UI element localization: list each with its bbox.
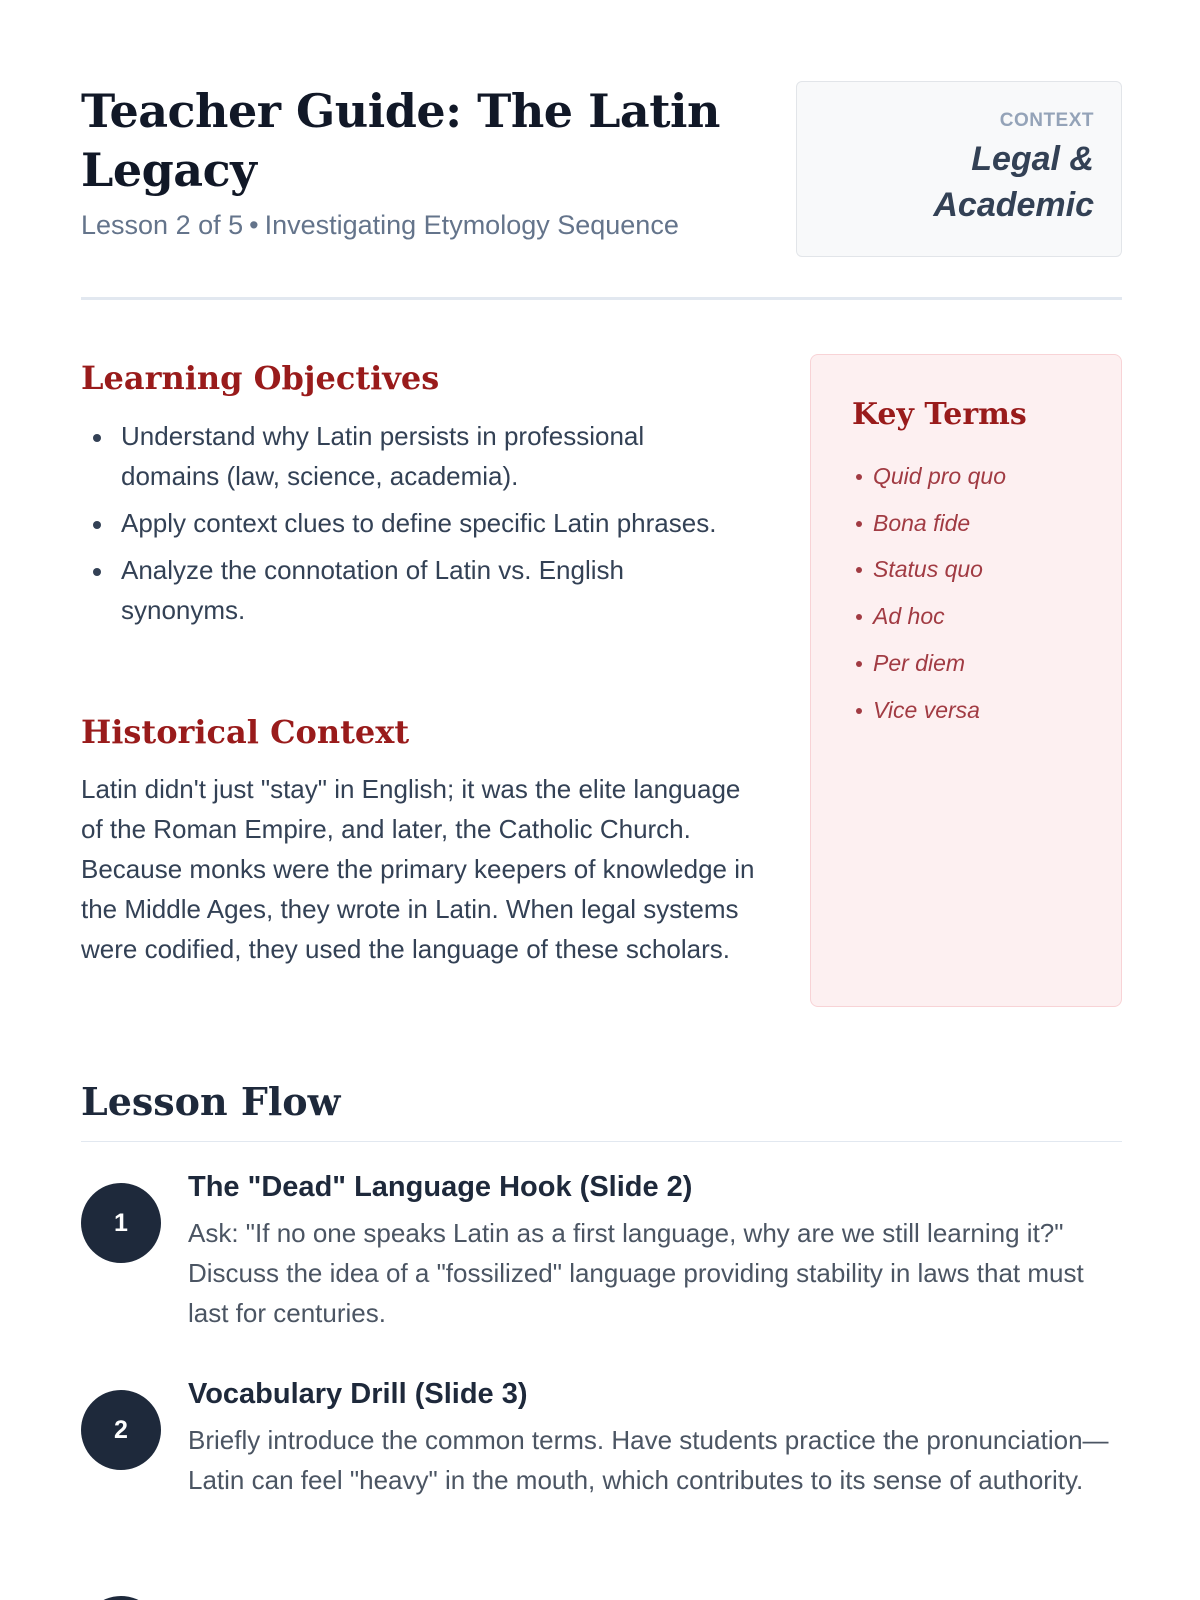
key-terms-list bbox=[852, 453, 1121, 733]
objectives-heading: Learning Objectives bbox=[81, 359, 440, 397]
key-term-item: Vice versa bbox=[852, 687, 1121, 734]
step-number-badge bbox=[81, 1596, 161, 1600]
step-description: Ask: "If no one speaks Latin as a first language, why are we still learning it?" Discuss the idea of a "fossilized" language providing stability in laws that must last for centuries. bbox=[188, 1218, 1084, 1328]
key-term-item: Status quo bbox=[852, 546, 1121, 593]
step-title: The "Dead" Language Hook (Slide 2) bbox=[188, 1171, 693, 1203]
key-terms-heading: Key Terms bbox=[852, 397, 1027, 432]
historical-context-heading: Historical Context bbox=[81, 713, 410, 751]
key-term-item: Quid pro quo bbox=[852, 453, 1121, 500]
step-number-badge: 2 bbox=[81, 1390, 161, 1470]
key-term-item: Ad hoc bbox=[852, 593, 1121, 640]
step-description: Briefly introduce the common terms. Have students practice the pronunciation—Latin can feel "heavy" in the mouth, which contributes to its sense of authority. bbox=[188, 1425, 1109, 1495]
page-title: Teacher Guide: The Latin Legacy bbox=[81, 84, 720, 197]
key-term-item: Per diem bbox=[852, 640, 1121, 687]
objective-item: Apply context clues to define specific Latin phrases. bbox=[81, 503, 721, 543]
header-divider bbox=[81, 297, 1122, 300]
objective-item: Understand why Latin persists in professional domains (law, science, academia). bbox=[81, 416, 721, 496]
key-terms-card bbox=[810, 354, 1122, 1007]
page-header bbox=[81, 0, 1122, 300]
sequence-name: Investigating Etymology Sequence bbox=[264, 210, 679, 240]
lesson-number: Lesson 2 of 5 bbox=[81, 210, 244, 240]
lesson-flow-heading: Lesson Flow bbox=[81, 1079, 341, 1124]
step-title: Vocabulary Drill (Slide 3) bbox=[188, 1378, 528, 1410]
context-value: Legal & Academic bbox=[933, 140, 1094, 224]
objective-item: Analyze the connotation of Latin vs. English synonyms. bbox=[81, 550, 721, 630]
context-label: CONTEXT bbox=[999, 110, 1094, 131]
page-subtitle bbox=[81, 210, 679, 241]
subtitle-separator: • bbox=[249, 210, 259, 240]
lesson-flow-divider bbox=[81, 1141, 1122, 1142]
context-card bbox=[796, 81, 1122, 257]
objectives-list bbox=[81, 416, 721, 637]
historical-context-text: Latin didn't just "stay" in English; it was the elite language of the Roman Empire, and later, the Catholic Church. Because monks were the primary keepers of knowledge in the Middle Ages, they wrote in Latin. When legal systems were codified, they used the language of these scholars. bbox=[81, 774, 755, 964]
step-number-badge: 1 bbox=[81, 1183, 161, 1263]
key-term-item: Bona fide bbox=[852, 500, 1121, 547]
